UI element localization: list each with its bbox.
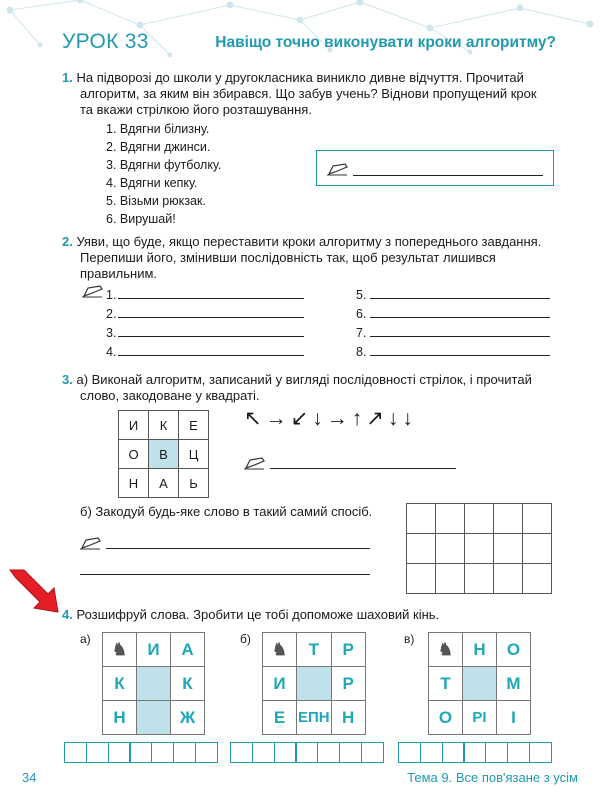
lesson-topic: Навіщо точно виконувати кроки алгоритму? (215, 34, 556, 51)
grid-cell-start: В (149, 440, 179, 469)
line-num: 2. (106, 307, 117, 321)
pencil-icon (80, 536, 102, 550)
grid-cell: ЕПН (297, 701, 332, 735)
arrow-icon: → (265, 407, 291, 430)
step: 4. Вдягни кепку. (106, 176, 198, 190)
task1-line3: та вкажи стрілкою його розташування. (80, 102, 312, 117)
grid-cell: И (119, 411, 149, 440)
line-num: 4. (106, 345, 117, 359)
task1-line1: На підворозі до школи у другокласника виникло дивне відчуття. Прочитай (76, 70, 524, 85)
grid-cell: І (497, 701, 531, 735)
grid-cell: Е (263, 701, 297, 735)
task1-line2: алгоритм, за яким він збирався. Що забув учень? Віднови пропущений крок (80, 86, 537, 101)
arrow-icon: ↖ (244, 407, 266, 430)
pencil-icon (244, 456, 266, 470)
grid-cell: К (149, 411, 179, 440)
arrow-icon: → (326, 407, 352, 430)
task3b-text: б) Закодуй будь-яке слово в такий самий спосіб. (80, 504, 373, 519)
grid-cell: Н (331, 701, 365, 735)
grid-cell: Е (179, 411, 209, 440)
grid-cell: Т (429, 667, 463, 701)
task3-line1: а) Виконай алгоритм, записаний у вигляді послідовності стрілок, і прочитай (76, 372, 532, 387)
grid-cell: К (103, 667, 137, 701)
step: 1. Вдягни білизну. (106, 122, 210, 136)
grid-cell: Н (119, 469, 149, 498)
task3-number: 3. (62, 372, 73, 387)
grid-cell: М (497, 667, 531, 701)
grid-cell: Ц (179, 440, 209, 469)
task1-number: 1. (62, 70, 73, 85)
empty-grid[interactable] (406, 503, 552, 594)
task1-answer-box[interactable] (316, 150, 554, 186)
grid-cell: И (263, 667, 297, 701)
answer-line[interactable] (118, 298, 304, 299)
answer-cells-c[interactable] (398, 742, 551, 763)
grid-cell: Р (331, 667, 365, 701)
line-num: 6. (356, 307, 367, 321)
task2-text (62, 234, 562, 282)
grid-cell: О (429, 701, 463, 735)
label-b: б) (240, 632, 251, 646)
red-arrow-icon (4, 566, 64, 614)
label-c: в) (404, 632, 415, 646)
answer-line[interactable] (118, 336, 304, 337)
answer-line[interactable] (370, 336, 550, 337)
answer-line[interactable] (353, 175, 543, 176)
answer-line[interactable] (270, 468, 456, 469)
answer-line[interactable] (106, 548, 370, 549)
grid-cell (463, 667, 497, 701)
chess-grid-b (262, 632, 366, 735)
task2-number: 2. (62, 234, 73, 249)
grid-cell: Р (331, 633, 365, 667)
grid-cell: Н (463, 633, 497, 667)
arrow-sequence (244, 406, 417, 431)
line-num: 3. (106, 326, 117, 340)
chess-grid-c (428, 632, 531, 735)
task4-number: 4. (62, 607, 73, 622)
grid-cell: РІ (463, 701, 497, 735)
pencil-icon (327, 162, 349, 176)
grid-cell: И (137, 633, 171, 667)
letter-grid (118, 410, 209, 498)
grid-cell (137, 667, 171, 701)
grid-cell (297, 667, 332, 701)
task3-line2: слово, закодоване у квадраті. (80, 388, 260, 403)
answer-line[interactable] (80, 574, 370, 575)
arrow-icon: ↓ (312, 407, 327, 430)
task2-line3: правильним. (80, 266, 158, 281)
task4-line: Розшифруй слова. Зробити це тобі допоможе шаховий кінь. (76, 607, 440, 622)
grid-cell: А (149, 469, 179, 498)
task2-line1: Уяви, що буде, якщо переставити кроки алгоритму з попереднього завдання. (76, 234, 542, 249)
answer-cells-a[interactable] (64, 742, 217, 763)
task3-text (62, 372, 562, 404)
answer-cells-b[interactable] (230, 742, 383, 763)
task2-right-lines (356, 286, 550, 362)
arrow-icon: ↙ (290, 407, 313, 430)
task1-steps (106, 120, 221, 228)
arrow-icon: ↑ (351, 407, 367, 430)
line-num: 5. (356, 288, 367, 302)
knight-icon: ♞ (103, 633, 137, 667)
label-a: а) (80, 632, 91, 646)
grid-cell: Н (103, 701, 137, 735)
footer-topic: Тема 9. Все пов'язане з усім (407, 770, 578, 785)
lesson-title: УРОК 33 (62, 30, 149, 53)
grid-cell: К (171, 667, 205, 701)
grid-cell: Т (297, 633, 332, 667)
grid-cell: Ж (171, 701, 205, 735)
arrow-icon: ↗ (366, 407, 388, 430)
grid-cell: О (497, 633, 531, 667)
step: 3. Вдягни футболку. (106, 158, 222, 172)
line-num: 7. (356, 326, 367, 340)
chess-grid-a (102, 632, 205, 735)
grid-cell: Ь (179, 469, 209, 498)
answer-line[interactable] (370, 317, 550, 318)
arrow-icon: ↓ (402, 407, 417, 430)
task2-line2: Перепиши його, змінивши послідовність так, щоб результат лишився (80, 250, 496, 265)
grid-cell (137, 701, 171, 735)
step: 2. Вдягни джинси. (106, 140, 211, 154)
arrow-icon: ↓ (387, 407, 403, 430)
grid-cell: О (119, 440, 149, 469)
answer-line[interactable] (370, 355, 550, 356)
answer-line[interactable] (370, 298, 550, 299)
knight-icon: ♞ (263, 633, 297, 667)
task1-text (62, 70, 562, 118)
line-num: 1. (106, 288, 117, 302)
answer-line[interactable] (118, 355, 304, 356)
line-num: 8. (356, 345, 367, 359)
answer-line[interactable] (118, 317, 304, 318)
step: 5. Візьми рюкзак. (106, 194, 206, 208)
task2-left-lines (106, 286, 304, 362)
task4-text (62, 607, 439, 623)
page-number: 34 (22, 770, 37, 785)
step: 6. Вирушай! (106, 212, 176, 226)
pencil-icon (82, 284, 104, 298)
knight-icon: ♞ (429, 633, 463, 667)
grid-cell: А (171, 633, 205, 667)
